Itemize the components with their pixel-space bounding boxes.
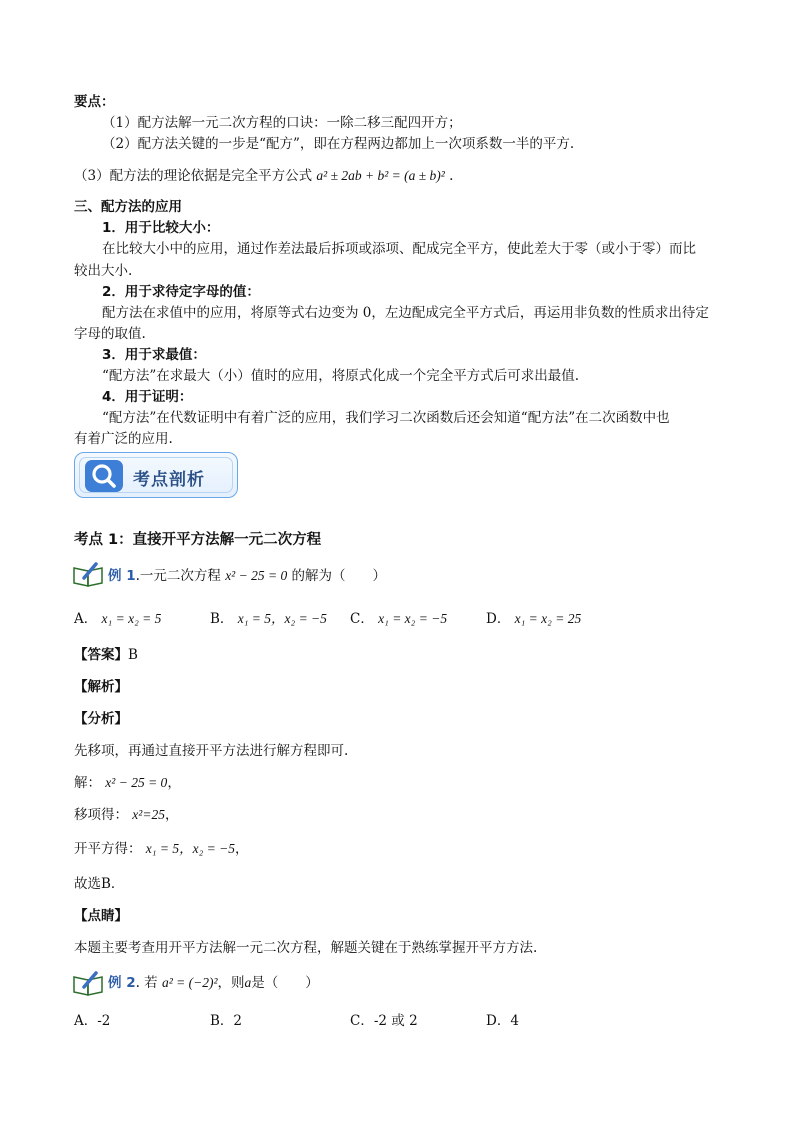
example-1-option-b[interactable]	[210, 609, 327, 629]
example-1-stem	[108, 566, 386, 586]
example-1-option-d[interactable]	[486, 609, 581, 629]
magnifier-icon	[85, 460, 123, 492]
book-pencil-icon	[72, 971, 106, 997]
fenxi-tag: 【分析】	[74, 711, 128, 727]
example-2-option-c[interactable]	[350, 1011, 418, 1031]
move-label: 移项得：	[74, 807, 128, 823]
option-text: x₁ = x₂ = 25	[514, 611, 582, 626]
option-letter: B．	[210, 611, 234, 627]
item-2-text-b: 字母的取值.	[74, 326, 146, 342]
example-1-stem-b: 的解为（ ）	[291, 568, 386, 584]
sqrt-equation: x₁ = 5，x₂ = −5	[145, 841, 235, 856]
item-2-title: 2．用于求待定字母的值：	[102, 284, 260, 300]
topic-1-title: 考点 1：直接开平方法解一元二次方程	[74, 532, 322, 548]
dianjing-text: 本题主要考查用开平方法解一元二次方程，解题关键在于熟练掌握开平方方法.	[74, 940, 538, 956]
key-points-heading: 要点：	[74, 94, 115, 110]
solution-equation: x² − 25 = 0	[105, 775, 168, 790]
example-2-option-b[interactable]	[210, 1011, 242, 1031]
option-text: x₁ = 5，x₂ = −5	[237, 611, 327, 626]
move-line	[74, 805, 178, 825]
example-2-stem	[108, 973, 319, 993]
item-3-text: “配方法”在求最大（小）值时的应用，将原式化成一个完全平方式后可求出最值.	[102, 368, 580, 384]
option-letter: D．	[486, 611, 511, 627]
option-letter: B．	[210, 1013, 234, 1029]
answer-line	[74, 645, 138, 665]
solution-end: ，	[167, 775, 181, 791]
option-text: 4	[510, 1013, 519, 1029]
item-2-text-a: 配方法在求值中的应用，将原等式右边变为 0，左边配成完全平方式后，再运用非负数的性质求出待定	[102, 305, 709, 321]
option-letter: A．	[74, 611, 98, 627]
example-2-stem-a: . 若	[135, 975, 158, 991]
example-1-equation: x² − 25 = 0	[225, 568, 288, 583]
item-1-text-a: 在比较大小中的应用，通过作差法最后拆项或添项、配成完全平方，使此差大于零（或小于零）而比	[102, 241, 696, 257]
item-3-title: 3．用于求最值：	[102, 347, 206, 363]
item-4-text-b: 有着广泛的应用.	[74, 431, 173, 447]
item-4-text-a: “配方法”在代数证明中有着广泛的应用，我们学习二次函数后还会知道“配方法”在二次函数中也	[102, 410, 670, 426]
banner-title: 考点剖析	[133, 470, 205, 490]
sqrt-line	[74, 839, 249, 859]
key-point-3-end: .	[449, 168, 454, 184]
option-letter: A．	[74, 1013, 98, 1029]
dianjing-tag: 【点睛】	[74, 908, 128, 924]
section-3-heading: 三、配方法的应用	[74, 199, 182, 215]
example-2-stem-c: 是（ ）	[251, 975, 319, 991]
example-1-label: 例 1	[108, 568, 136, 584]
book-pencil-icon	[72, 562, 106, 588]
item-1-text-b: 较出大小.	[74, 263, 133, 279]
choose-line: 故选B．	[74, 876, 125, 892]
item-4-title: 4．用于证明：	[102, 389, 193, 405]
sqrt-label: 开平方得：	[74, 841, 142, 857]
answer-tag: 【答案】	[74, 647, 128, 663]
move-equation: x²=25	[132, 807, 165, 822]
analysis-banner	[74, 452, 238, 498]
option-letter: C．	[350, 611, 374, 627]
example-1-stem-a: .一元二次方程	[135, 568, 221, 584]
solution-label: 解：	[74, 775, 101, 791]
example-2-stem-b: ，则	[217, 975, 245, 991]
key-point-3	[74, 166, 453, 186]
move-end: ，	[164, 807, 179, 823]
key-point-1: （1）配方法解一元二次方程的口诀：一除二移三配四开方；	[102, 115, 462, 131]
example-2-option-d[interactable]	[486, 1011, 519, 1031]
example-2-var: a	[244, 975, 252, 990]
example-2-option-a[interactable]	[74, 1011, 110, 1031]
option-letter: C．	[350, 1013, 374, 1029]
sqrt-end: ，	[235, 841, 249, 857]
item-1-title: 1．用于比较大小：	[102, 220, 220, 236]
answer-value: B	[128, 647, 138, 663]
solution-line	[74, 773, 181, 793]
example-1-option-c[interactable]	[350, 609, 447, 629]
analysis-tag: 【解析】	[74, 679, 128, 695]
key-point-3-text: （3）配方法的理论依据是完全平方公式	[74, 168, 313, 184]
option-text: x₁ = x₂ = 5	[101, 611, 162, 626]
fenxi-text: 先移项，再通过直接开平方法进行解方程即可.	[74, 743, 349, 759]
option-text: 2	[233, 1013, 243, 1029]
example-2-label: 例 2	[108, 975, 136, 991]
option-text: -2 或 2	[373, 1013, 418, 1029]
key-point-2: （2）配方法关键的一步是“配方”，即在方程两边都加上一次项系数一半的平方.	[102, 136, 575, 152]
option-letter: D．	[486, 1013, 511, 1029]
example-2-equation: a² = (−2)²	[161, 975, 218, 990]
perfect-square-formula: a² ± 2ab + b² = (a ± b)²	[316, 168, 445, 183]
example-1-option-a[interactable]	[74, 609, 161, 629]
option-text: -2	[97, 1013, 111, 1029]
option-text: x₁ = x₂ = −5	[378, 611, 448, 626]
